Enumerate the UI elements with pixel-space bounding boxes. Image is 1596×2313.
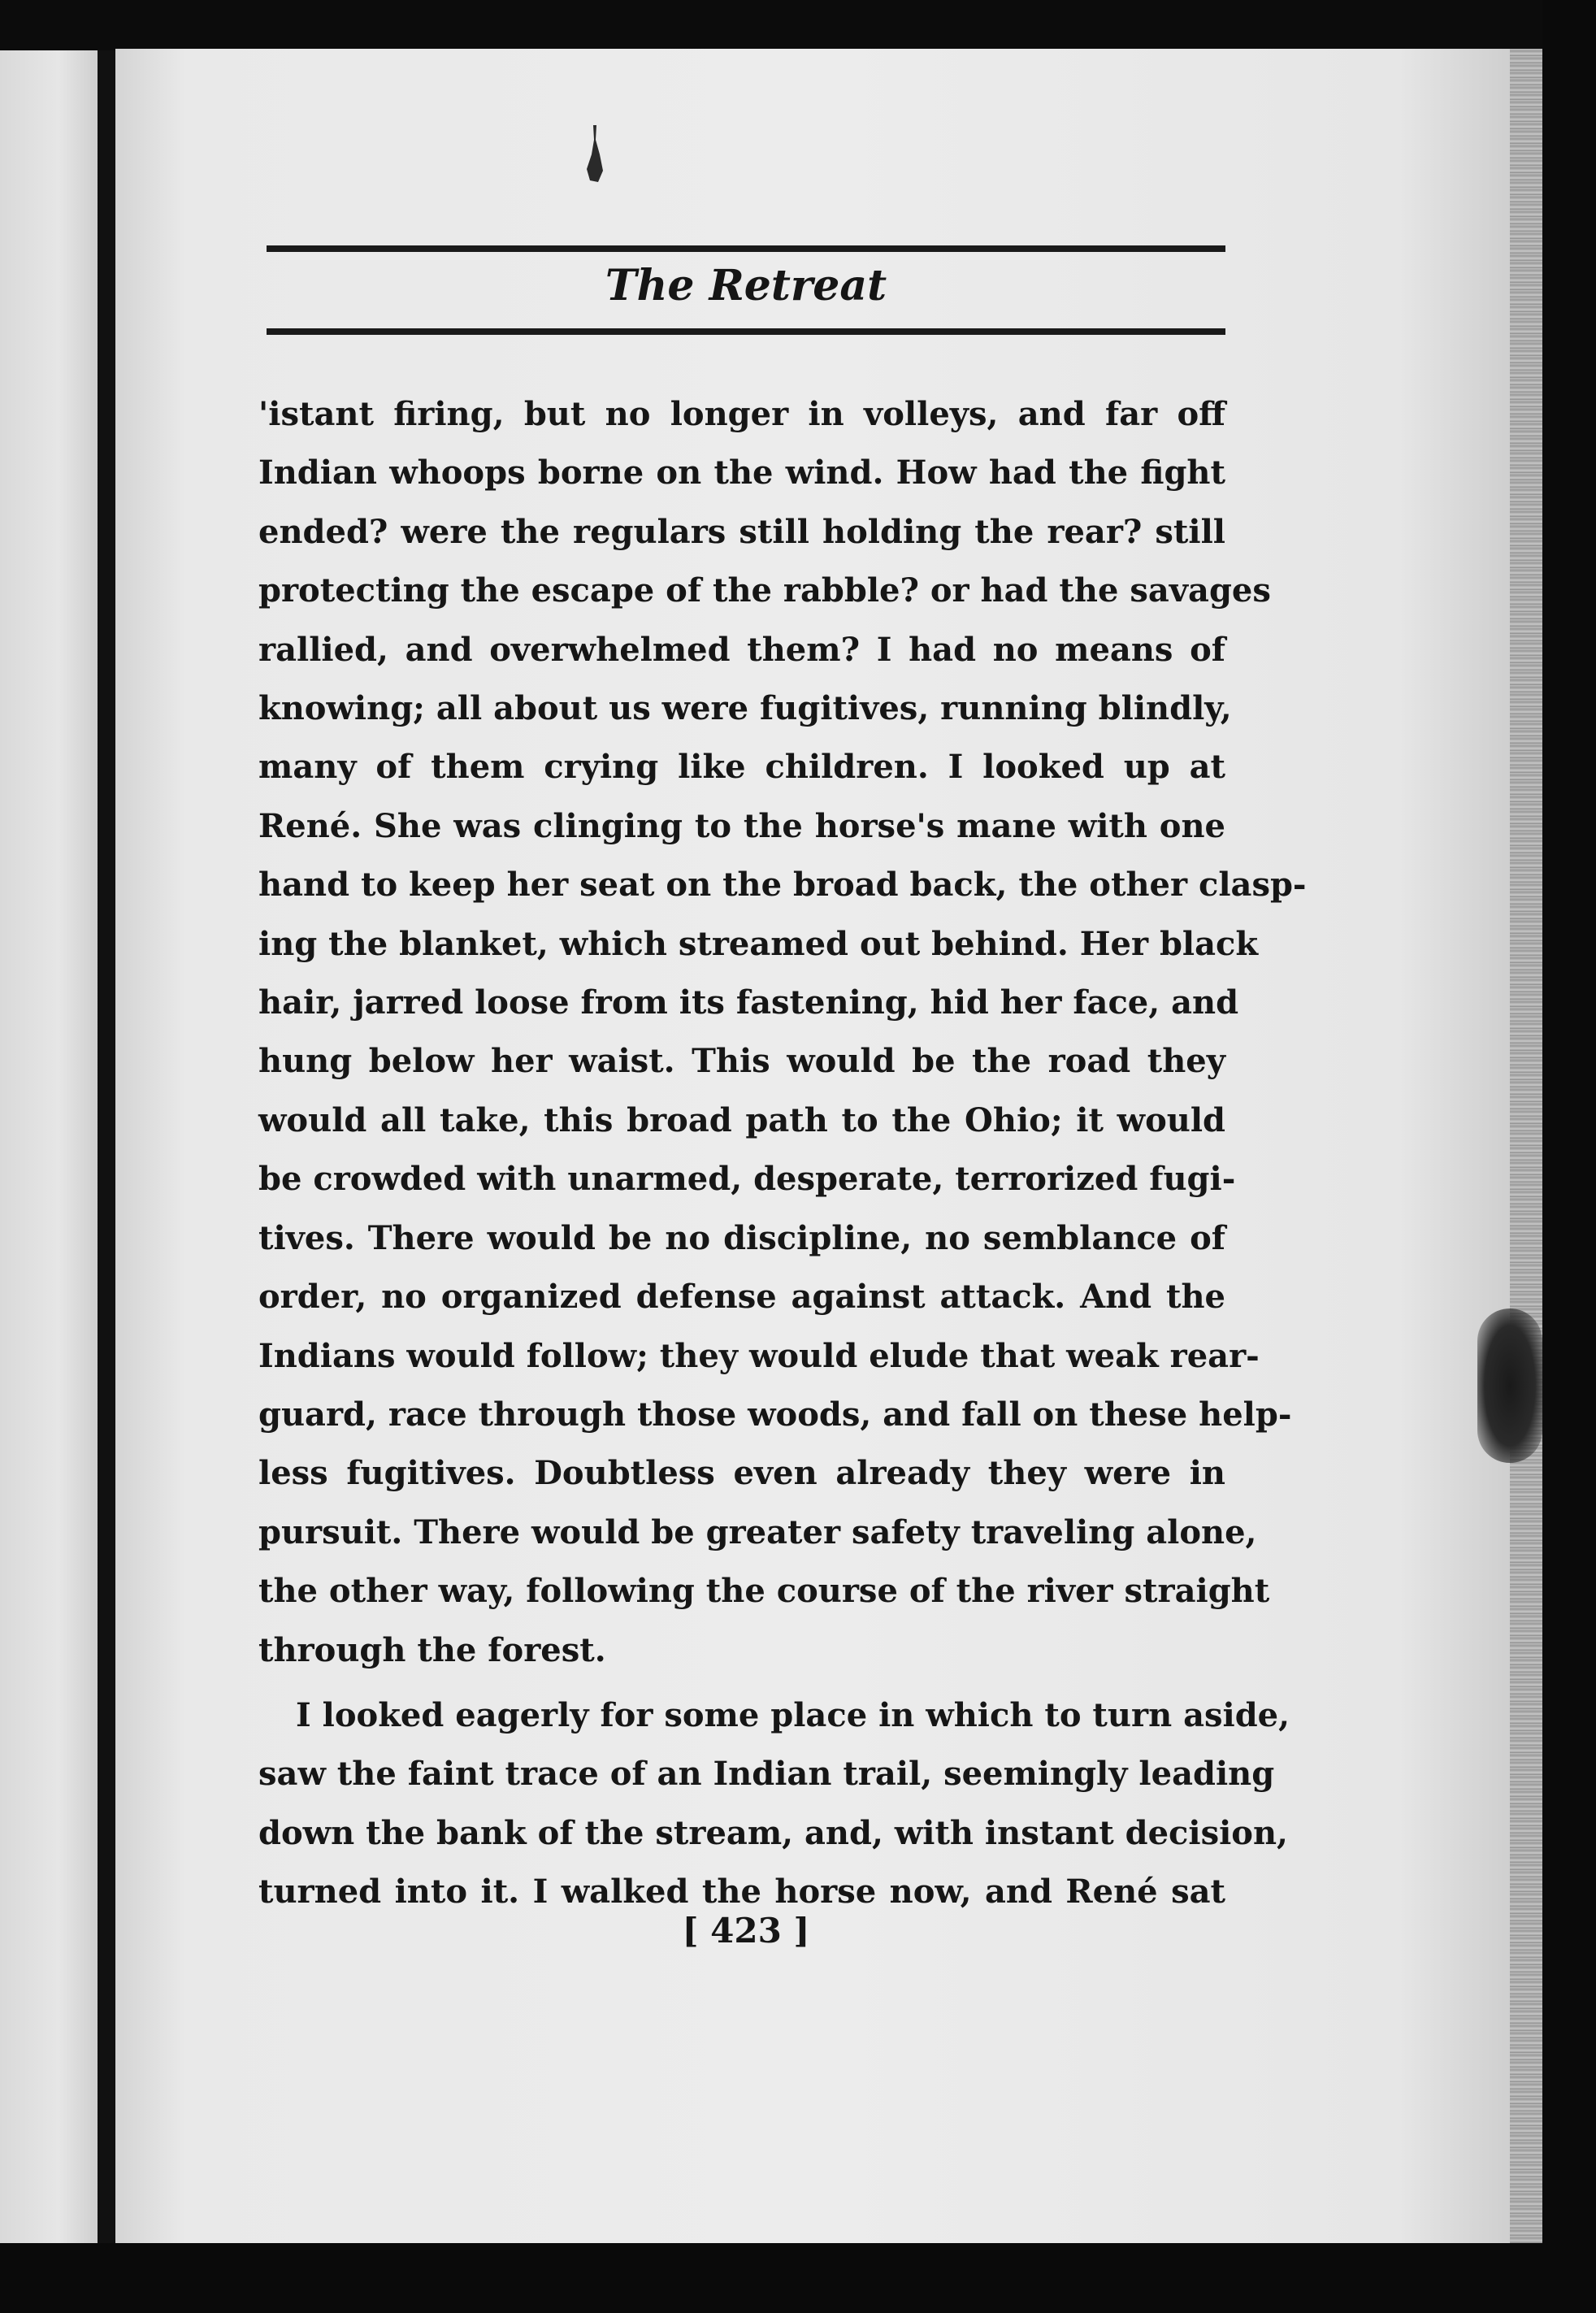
scan-border-right <box>1542 0 1596 2313</box>
text-line: Indians would follow; they would elude that weak rear- <box>258 1336 1260 1375</box>
text-line: ing the blanket, which streamed out behind. Her black <box>258 924 1259 963</box>
text-line: would all take, this broad path to the Ohio; it would <box>258 1100 1225 1139</box>
text-line: protecting the escape of the rabble? or had the savages <box>258 571 1271 610</box>
paragraph-1 <box>258 385 1307 1680</box>
facing-page-edge <box>0 50 98 2313</box>
text-line: hand to keep her seat on the broad back, the other clasp- <box>258 866 1307 905</box>
text-line: down the bank of the stream, and, with instant decision, <box>258 1813 1288 1852</box>
header-rule-top <box>267 245 1225 252</box>
paragraph-2 <box>258 1686 1290 1922</box>
text-line: guard, race through those woods, and fall on these help- <box>258 1395 1292 1434</box>
text-line: knowing; all about us were fugitives, running blindly, <box>258 689 1232 728</box>
text-line: be crowded with unarmed, desperate, terrorized fugi- <box>258 1160 1236 1199</box>
text-line: ended? were the regulars still holding the rear? still <box>258 512 1225 551</box>
text-line: rallied, and overwhelmed them? I had no means of <box>258 630 1225 669</box>
text-line: hair, jarred loose from its fastening, hid her face, and <box>258 983 1239 1022</box>
text-line: turned into it. I walked the horse now, and René sat <box>258 1873 1225 1912</box>
scan-border-bottom <box>0 2243 1596 2313</box>
text-line: tives. There would be no discipline, no semblance of <box>258 1218 1225 1257</box>
text-line: many of them crying like children. I looked up at <box>258 748 1225 787</box>
text-line: hung below her waist. This would be the road they <box>258 1042 1225 1081</box>
text-line: saw the faint trace of an Indian trail, seemingly leading <box>258 1755 1275 1794</box>
text-line: René. She was clinging to the horse's mane with one <box>258 806 1225 845</box>
text-line: through the forest. <box>258 1630 606 1669</box>
book-gutter <box>98 50 115 2313</box>
running-head: The Retreat <box>605 261 887 310</box>
text-line: pursuit. There would be greater safety traveling alone, <box>258 1512 1257 1551</box>
text-line: 'istant firing, but no longer in volleys, and far off <box>258 395 1225 433</box>
text-line: I looked eagerly for some place in which to turn aside, <box>296 1695 1290 1734</box>
page-fore-edge <box>1510 49 1542 2243</box>
page-number: [ 423 ] <box>682 1911 810 1951</box>
text-line: Indian whoops borne on the wind. How had the fight <box>258 453 1225 493</box>
text-line: the other way, following the course of the river straight <box>258 1572 1270 1611</box>
ink-blot <box>1477 1308 1542 1463</box>
smudge-mark-icon <box>579 122 611 187</box>
body-text <box>258 385 1307 1922</box>
text-line: order, no organized defense against attack. And the <box>258 1278 1225 1317</box>
paragraph-gap <box>258 1680 1225 1686</box>
header-rule-bottom <box>267 328 1225 335</box>
text-line: less fugitives. Doubtless even already they were in <box>258 1454 1225 1493</box>
